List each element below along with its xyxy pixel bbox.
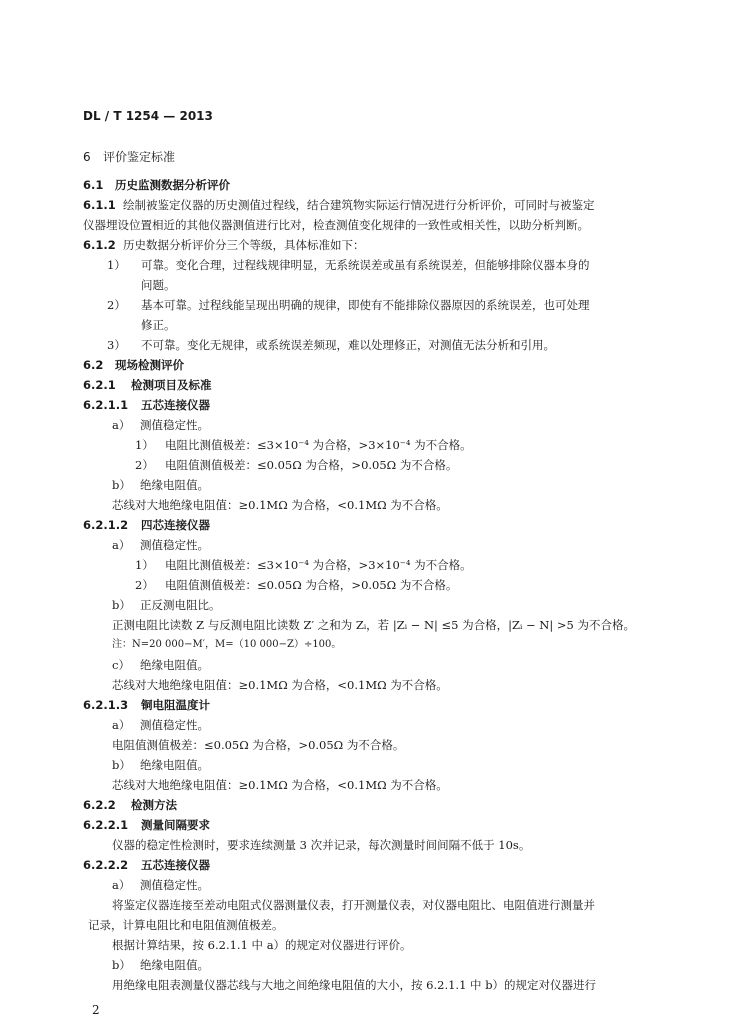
list-item bbox=[135, 558, 472, 572]
clause-number: 6.2.1.2 bbox=[83, 518, 129, 532]
clause-heading bbox=[83, 398, 210, 412]
list-text: 绝缘电阻值。 bbox=[140, 658, 209, 672]
clause-text: 绘制被鉴定仪器的历史测值过程线，结合建筑物实际运行情况进行分析评价，可同时与被鉴定 bbox=[123, 198, 595, 212]
clause-title: 铜电阻温度计 bbox=[141, 698, 210, 712]
paragraph-line: 记录，计算电阻比和电阻值测值极差。 bbox=[88, 918, 284, 932]
list-item bbox=[112, 598, 221, 612]
list-item bbox=[112, 478, 209, 492]
clause-title: 四芯连接仪器 bbox=[141, 518, 210, 532]
paragraph-line: 芯线对大地绝缘电阻值：≥0.1MΩ 为合格，<0.1MΩ 为不合格。 bbox=[112, 498, 448, 512]
list-text: 基本可靠。过程线能呈现出明确的规律，即使有不能排除仪器原因的系统误差，也可处理 bbox=[141, 298, 590, 312]
list-text: 测值稳定性。 bbox=[140, 418, 209, 432]
list-number: 2） bbox=[135, 458, 154, 472]
clause-text: 历史数据分析评价分三个等级，具体标准如下： bbox=[123, 238, 365, 252]
clause-title: 五芯连接仪器 bbox=[141, 858, 210, 872]
list-number: a） bbox=[112, 538, 131, 552]
note-line: 注：N=20 000−M′，M=（10 000−Z）÷100。 bbox=[112, 639, 342, 650]
list-text: 测值稳定性。 bbox=[140, 538, 209, 552]
list-item bbox=[135, 458, 457, 472]
list-item bbox=[112, 418, 209, 432]
clause-number: 6.2.2.2 bbox=[83, 858, 129, 872]
clause-number: 6.1.2 bbox=[83, 238, 116, 252]
list-number: b） bbox=[112, 478, 131, 492]
list-number: 2） bbox=[107, 298, 126, 312]
list-number: b） bbox=[112, 598, 131, 612]
paragraph-line: 仪器的稳定性检测时，要求连续测量 3 次并记录，每次测量时间间隔不低于 10s。 bbox=[112, 838, 531, 852]
section-title: 现场检测评价 bbox=[115, 358, 184, 372]
clause-number: 6.2.1.3 bbox=[83, 698, 129, 712]
section-title: 历史监测数据分析评价 bbox=[115, 178, 230, 192]
section-heading bbox=[83, 150, 175, 164]
clause-heading bbox=[83, 798, 177, 812]
clause-number: 6.2.1.1 bbox=[83, 398, 129, 412]
list-item bbox=[112, 878, 209, 892]
list-item bbox=[107, 258, 590, 272]
list-number: 1） bbox=[107, 258, 126, 272]
list-item bbox=[107, 298, 590, 312]
paragraph-line: 芯线对大地绝缘电阻值：≥0.1MΩ 为合格，<0.1MΩ 为不合格。 bbox=[112, 778, 448, 792]
clause-line bbox=[83, 238, 365, 252]
clause-title: 检测方法 bbox=[131, 798, 177, 812]
paragraph-line: 正测电阻比读数 Z 与反测电阻比读数 Z′ 之和为 Zᵢ，若 |Zᵢ − N| ≤5 为合格，|Zᵢ − N| >5 为不合格。 bbox=[112, 618, 635, 632]
list-number: b） bbox=[112, 958, 131, 972]
list-text: 绝缘电阻值。 bbox=[140, 478, 209, 492]
section-number: 6 bbox=[83, 150, 91, 164]
list-item bbox=[112, 718, 209, 732]
list-text: 测值稳定性。 bbox=[140, 878, 209, 892]
clause-line bbox=[83, 198, 595, 212]
paragraph-line: 根据计算结果，按 6.2.1.1 中 a）的规定对仪器进行评价。 bbox=[112, 938, 412, 952]
section-title: 评价鉴定标准 bbox=[103, 150, 176, 164]
list-item bbox=[135, 438, 472, 452]
list-text: 正反测电阻比。 bbox=[140, 598, 221, 612]
list-number: 3） bbox=[107, 338, 126, 352]
list-item bbox=[135, 578, 457, 592]
subsection-heading bbox=[83, 358, 184, 372]
paragraph-line: 电阻值测值极差：≤0.05Ω 为合格，>0.05Ω 为不合格。 bbox=[112, 738, 405, 752]
list-item bbox=[107, 338, 555, 352]
paragraph-line: 芯线对大地绝缘电阻值：≥0.1MΩ 为合格，<0.1MΩ 为不合格。 bbox=[112, 678, 448, 692]
paragraph-line: 修正。 bbox=[141, 318, 176, 332]
list-text: 电阻值测值极差：≤0.05Ω 为合格，>0.05Ω 为不合格。 bbox=[165, 578, 458, 592]
list-text: 电阻值测值极差：≤0.05Ω 为合格，>0.05Ω 为不合格。 bbox=[165, 458, 458, 472]
paragraph-line: 将鉴定仪器连接至差动电阻式仪器测量仪表，打开测量仪表，对仪器电阻比、电阻值进行测量并 bbox=[112, 898, 595, 912]
section-number: 6.2 bbox=[83, 358, 104, 372]
clause-heading bbox=[83, 378, 212, 392]
list-number: 2） bbox=[135, 578, 154, 592]
clause-number: 6.2.1 bbox=[83, 378, 116, 392]
list-text: 绝缘电阻值。 bbox=[140, 958, 209, 972]
list-text: 不可靠。变化无规律，或系统误差频现，难以处理修正，对测值无法分析和引用。 bbox=[141, 338, 555, 352]
list-item bbox=[112, 958, 209, 972]
list-number: a） bbox=[112, 418, 131, 432]
list-number: c） bbox=[112, 658, 130, 672]
clause-number: 6.1.1 bbox=[83, 198, 116, 212]
paragraph-line: 仪器埋设位置相近的其他仪器测值进行比对，检查测值变化规律的一致性或相关性，以助分析判断。 bbox=[83, 218, 589, 232]
clause-heading bbox=[83, 518, 210, 532]
list-text: 可靠。变化合理，过程线规律明显，无系统误差或虽有系统误差，但能够排除仪器本身的 bbox=[141, 258, 590, 272]
section-number: 6.1 bbox=[83, 178, 104, 192]
list-number: b） bbox=[112, 758, 131, 772]
list-number: 1） bbox=[135, 558, 154, 572]
clause-number: 6.2.2 bbox=[83, 798, 116, 812]
list-number: 1） bbox=[135, 438, 154, 452]
clause-title: 五芯连接仪器 bbox=[141, 398, 210, 412]
paragraph-line: 问题。 bbox=[141, 278, 176, 292]
clause-heading bbox=[83, 698, 210, 712]
list-number: a） bbox=[112, 718, 131, 732]
list-text: 电阻比测值极差：≤3×10⁻⁴ 为合格，>3×10⁻⁴ 为不合格。 bbox=[165, 558, 472, 572]
clause-title: 检测项目及标准 bbox=[131, 378, 212, 392]
list-text: 绝缘电阻值。 bbox=[140, 758, 209, 772]
clause-heading bbox=[83, 858, 210, 872]
clause-heading bbox=[83, 818, 210, 832]
list-text: 测值稳定性。 bbox=[140, 718, 209, 732]
list-item bbox=[112, 758, 209, 772]
clause-number: 6.2.2.1 bbox=[83, 818, 129, 832]
paragraph-line: 用绝缘电阻表测量仪器芯线与大地之间绝缘电阻值的大小，按 6.2.1.1 中 b）的规定对仪器进行 bbox=[112, 978, 597, 992]
clause-title: 测量间隔要求 bbox=[141, 818, 210, 832]
list-item bbox=[112, 658, 209, 672]
list-number: a） bbox=[112, 878, 131, 892]
list-item bbox=[112, 538, 209, 552]
list-text: 电阻比测值极差：≤3×10⁻⁴ 为合格，>3×10⁻⁴ 为不合格。 bbox=[165, 438, 472, 452]
document-code: DL / T 1254 — 2013 bbox=[83, 109, 213, 123]
subsection-heading bbox=[83, 178, 230, 192]
page-number: 2 bbox=[92, 1003, 100, 1017]
